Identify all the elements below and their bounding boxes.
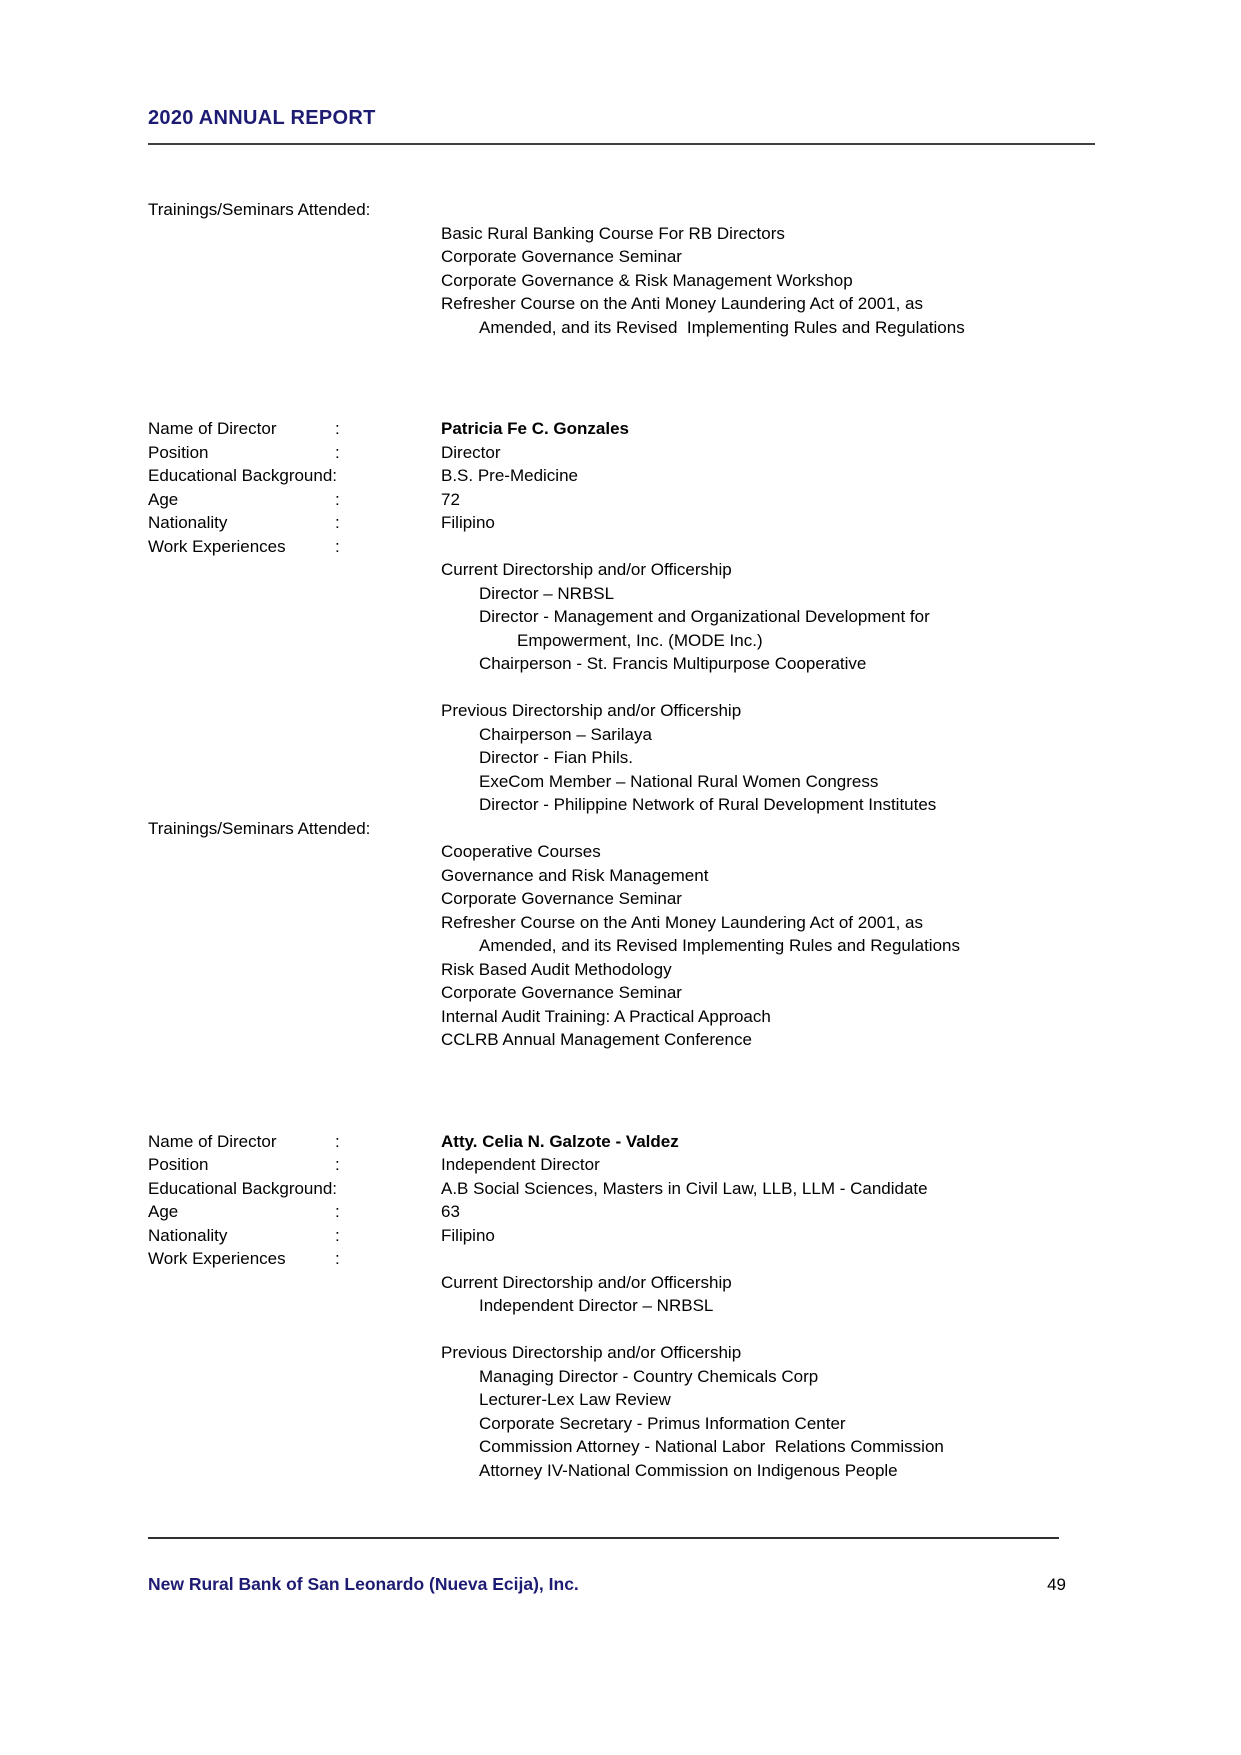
director-nationality: Filipino (441, 513, 495, 532)
field-work-experiences (148, 1247, 1095, 1271)
field-label: Age (148, 1202, 179, 1221)
previous-directorship-heading: Previous Directorship and/or Officership (441, 701, 742, 720)
field-label: Educational Background: (148, 1178, 338, 1198)
field-label: Work Experiences (148, 1249, 286, 1268)
directorship-line: Director - Philippine Network of Rural Development Institutes (479, 795, 937, 814)
training-line: Refresher Course on the Anti Money Laundering Act of 2001, as (441, 912, 923, 932)
footer-page-number: 49 (1047, 1575, 1066, 1594)
training-line: Corporate Governance & Risk Management Workshop (441, 270, 853, 290)
current-directorship-block (441, 1271, 1095, 1483)
training-line: Amended, and its Revised Implementing Rules and Regulations (479, 317, 965, 337)
directorship-line: Lecturer-Lex Law Review (479, 1390, 671, 1409)
directorship-line: Attorney IV-National Commission on Indigenous People (479, 1460, 898, 1480)
training-line: Internal Audit Training: A Practical Approach (441, 1006, 771, 1026)
field-age (148, 488, 1095, 512)
field-nationality (148, 511, 1095, 535)
director-name: Patricia Fe C. Gonzales (441, 419, 630, 438)
director-position: Independent Director (441, 1155, 600, 1174)
directorship-line: Chairperson - St. Francis Multipurpose Cooperative (479, 654, 867, 673)
directorship-line: Empowerment, Inc. (MODE Inc.) (517, 630, 763, 650)
director-age: 72 (441, 489, 460, 509)
field-label: Name of Director (148, 419, 277, 438)
directorship-line: Director - Management and Organizational Development for (479, 607, 930, 626)
directorship-line: Corporate Secretary - Primus Information Center (479, 1413, 846, 1433)
field-colon: : (335, 442, 340, 462)
training-line: Corporate Governance Seminar (441, 889, 682, 908)
directorship-line: Commission Attorney - National Labor Relations Commission (479, 1437, 944, 1456)
director-profile-2 (148, 1130, 1095, 1483)
training-line: Governance and Risk Management (441, 865, 709, 885)
training-line: Cooperative Courses (441, 842, 601, 861)
directorship-line: Chairperson – Sarilaya (479, 724, 652, 744)
current-directorship-block (441, 558, 1095, 817)
director-work (441, 1247, 1095, 1271)
training-line: Corporate Governance Seminar (441, 983, 682, 1002)
director-name: Atty. Celia N. Galzote - Valdez (441, 1131, 679, 1151)
field-education (148, 464, 1095, 488)
header-rule (148, 143, 1095, 145)
previous-directorship-heading: Previous Directorship and/or Officership (441, 1343, 742, 1362)
field-position (148, 1153, 1095, 1177)
directorship-line: Director - Fian Phils. (479, 748, 633, 767)
field-name (148, 1130, 1095, 1154)
field-colon: : (335, 1249, 340, 1268)
training-line: Refresher Course on the Anti Money Laundering Act of 2001, as (441, 294, 923, 313)
director-age: 63 (441, 1202, 460, 1221)
field-label: Nationality (148, 1225, 228, 1245)
spacer (441, 1318, 1095, 1342)
field-colon: : (335, 536, 340, 556)
field-colon: : (335, 1155, 340, 1174)
footer-bank-name: New Rural Bank of San Leonardo (Nueva Ecija), Inc. (148, 1574, 579, 1594)
director-profile-1 (148, 417, 1095, 1052)
director-position: Director (441, 442, 501, 462)
spacer (441, 676, 1095, 700)
field-colon: : (335, 1225, 340, 1245)
page-content (148, 0, 1095, 1597)
director-education: A.B Social Sciences, Masters in Civil Law, LLB, LLM - Candidate (441, 1178, 928, 1198)
field-colon: : (335, 419, 340, 438)
page-footer (148, 1573, 1078, 1597)
field-colon: : (335, 1131, 340, 1151)
directorship-line: Director – NRBSL (479, 583, 615, 603)
director-education: B.S. Pre-Medicine (441, 466, 578, 485)
director-nationality: Filipino (441, 1225, 495, 1245)
training-line: Amended, and its Revised Implementing Rules and Regulations (479, 936, 960, 955)
field-label: Nationality (148, 513, 228, 532)
training-line: CCLRB Annual Management Conference (441, 1030, 752, 1049)
field-colon (335, 464, 441, 488)
training-line: Corporate Governance Seminar (441, 247, 682, 266)
trainings-list (441, 840, 1095, 1052)
directorship-line: Managing Director - Country Chemicals Corp (479, 1366, 819, 1386)
field-work-experiences (148, 535, 1095, 559)
field-label: Name of Director (148, 1131, 277, 1151)
directorship-line: Independent Director – NRBSL (479, 1296, 714, 1315)
field-label: Work Experiences (148, 536, 286, 556)
field-colon: : (335, 1202, 340, 1221)
field-label: Position (148, 1155, 209, 1174)
footer-rule (148, 1537, 1059, 1539)
current-directorship-heading: Current Directorship and/or Officership (441, 1272, 732, 1292)
current-directorship-heading: Current Directorship and/or Officership (441, 560, 732, 579)
field-nationality (148, 1224, 1095, 1248)
field-education (148, 1177, 1095, 1201)
field-label: Position (148, 442, 209, 462)
field-name (148, 417, 1095, 441)
field-position (148, 441, 1095, 465)
field-colon: : (335, 489, 340, 509)
field-colon: : (335, 513, 340, 532)
training-line: Basic Rural Banking Course For RB Directors (441, 223, 785, 243)
trainings-label: Trainings/Seminars Attended: (148, 818, 371, 838)
report-header-title: 2020 ANNUAL REPORT (148, 107, 376, 129)
field-label: Educational Background: (148, 466, 338, 485)
training-line: Risk Based Audit Methodology (441, 959, 672, 979)
intro-trainings-list (441, 222, 1095, 340)
field-age (148, 1200, 1095, 1224)
intro-trainings-label: Trainings/Seminars Attended: (148, 200, 371, 219)
director-work (441, 535, 1095, 559)
field-colon (335, 1177, 441, 1201)
directorship-line: ExeCom Member – National Rural Women Congress (479, 771, 879, 791)
field-label: Age (148, 489, 179, 509)
